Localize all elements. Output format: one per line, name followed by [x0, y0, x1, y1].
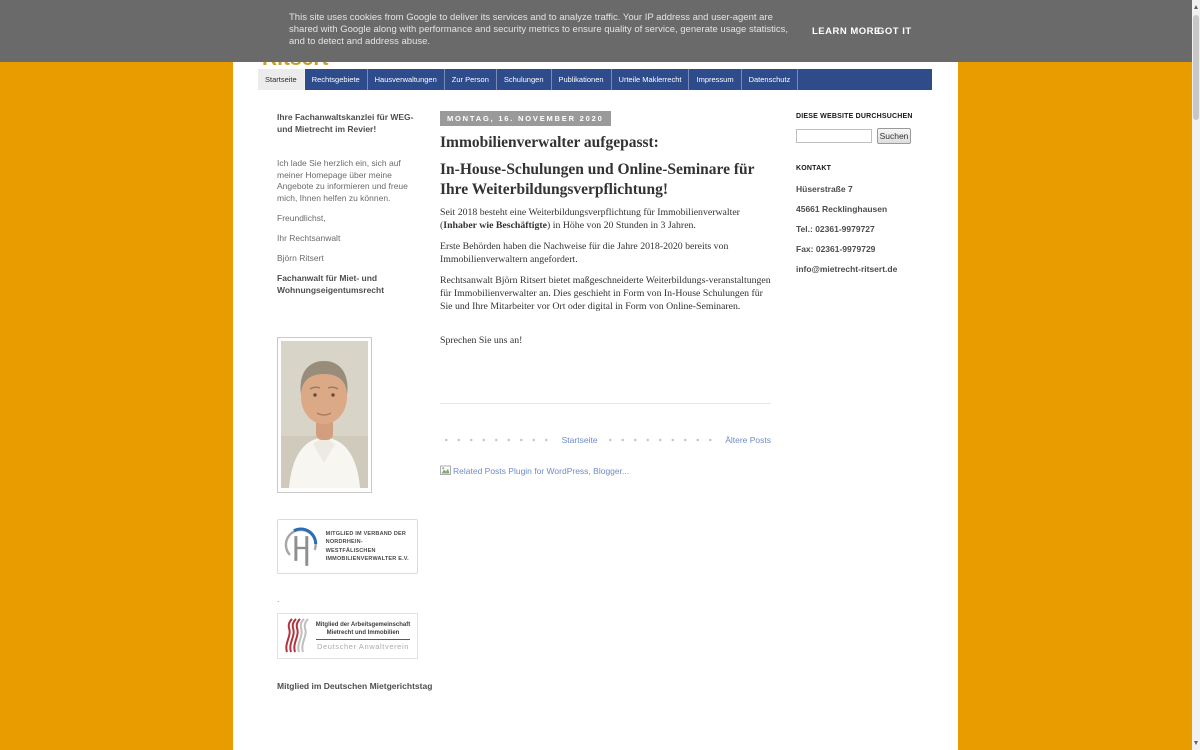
- badge-hvnw-verband: [277, 519, 418, 574]
- search-input[interactable]: [796, 129, 872, 143]
- post-paragraph-1-post: ) in Höhe von 20 Stunden in 3 Jahren.: [547, 219, 696, 231]
- broken-image-icon: [440, 465, 451, 476]
- badge-dav-arbeitsgemeinschaft: [277, 613, 418, 659]
- post-divider: [440, 403, 771, 404]
- badge-hvnw-line3: IMMOBILIENVERWALTER E.V.: [325, 556, 409, 562]
- pager-dots-left: [440, 438, 556, 442]
- sidebar-title-line: Fachanwalt für Miet- und Wohnungseigentumsrecht: [277, 273, 385, 295]
- nav-tab-urteile-maklerrecht[interactable]: Urteile Maklerrecht: [612, 69, 690, 90]
- dav-logo-icon: [283, 618, 309, 654]
- contact-street: Hüserstraße 7: [796, 184, 853, 194]
- contact-city: 45661 Recklinghausen: [796, 204, 888, 214]
- related-posts-link[interactable]: [440, 465, 629, 476]
- sidebar-lawyer-name: Björn Ritsert: [277, 253, 324, 263]
- lawyer-portrait-photo: [277, 337, 372, 493]
- scroll-down-icon[interactable]: [1192, 736, 1200, 750]
- nav-tab-rechtsgebiete[interactable]: Rechtsgebiete: [305, 69, 368, 90]
- post-paragraph-2: Erste Behörden haben die Nachweise für die Jahre 2018-2020 bereits von Immobilienverwaltern angefordert.: [440, 241, 729, 265]
- contact-phone: Tel.: 02361-9979727: [796, 224, 875, 234]
- got-it-button[interactable]: GOT IT: [877, 26, 912, 37]
- sidebar-salutation: Freundlichst,: [277, 213, 326, 223]
- sidebar-intro-text: Ich lade Sie herzlich ein, sich auf meiner Homepage über meine Angebote zu informieren und freue mich, Ihnen helfen zu können.: [277, 158, 408, 204]
- sidebar-membership-note: Mitglied im Deutschen Mietgerichtstag: [277, 681, 433, 691]
- post-title-line2: In-House-Schulungen und Online-Seminare für Ihre Weiterbildungsverpflichtung!: [440, 161, 755, 198]
- pager-older-posts-link[interactable]: Ältere Posts: [725, 434, 772, 445]
- scroll-up-icon[interactable]: [1192, 0, 1200, 14]
- portrait-illustration: [281, 341, 368, 488]
- scrollbar[interactable]: [1192, 0, 1200, 750]
- nav-tab-startseite[interactable]: Startseite: [258, 69, 305, 90]
- nav-tab-hausverwaltungen[interactable]: Hausverwaltungen: [368, 69, 445, 90]
- hvnw-logo-icon: [283, 525, 321, 569]
- badge-hvnw-line1: MITGLIED IM VERBAND DER: [325, 530, 407, 537]
- contact-fax: Fax: 02361-9979729: [796, 244, 876, 254]
- post-paragraph-1-bold: Inhaber wie Beschäftigte: [443, 219, 548, 231]
- pager-home-link[interactable]: Startseite: [561, 434, 598, 445]
- nav-tab-schulungen[interactable]: Schulungen: [497, 69, 552, 90]
- post-date-badge: MONTAG, 16. NOVEMBER 2020: [440, 111, 611, 126]
- cookie-banner: [0, 0, 1192, 62]
- badge-dav-line2: Mietrecht und Immobilien: [326, 630, 400, 636]
- main-nav: [258, 69, 932, 90]
- sidebar-intro-heading: Ihre Fachanwaltskanzlei für WEG- und Mietrecht im Revier!: [277, 112, 414, 134]
- badge-hvnw-line2: NORDRHEIN-WESTFÄLISCHEN: [325, 539, 376, 554]
- badge-dav-divider: [316, 639, 410, 640]
- blog-pager: [440, 433, 771, 446]
- nav-tab-zur-person[interactable]: Zur Person: [445, 69, 497, 90]
- post-title-line1: Immobilienverwalter aufgepasst:: [440, 134, 659, 151]
- post-paragraph-3: Rechtsanwalt Björn Ritsert bietet maßgeschneiderte Weiterbildungs-veranstaltungen für Immobilienverwalter an. Dies geschieht in Form von In-House Schulungen für Sie und Ihre Mitarbeiter vor Ort oder digital in Form von Online-Seminaren.: [440, 275, 771, 312]
- badge-dav-line3: Deutscher Anwaltverein: [317, 642, 409, 651]
- post-paragraph-1-pre: Seit 2018 besteht eine Weiterbildungsverpflichtung für Immobilienverwalter (: [440, 207, 740, 231]
- contact-section-heading: KONTAKT: [796, 165, 832, 172]
- nav-tab-publikationen[interactable]: Publikationen: [552, 69, 612, 90]
- post-paragraph-1: [440, 207, 772, 233]
- search-section-heading: DIESE WEBSITE DURCHSUCHEN: [796, 113, 913, 120]
- search-button[interactable]: Suchen: [877, 128, 911, 144]
- learn-more-button[interactable]: LEARN MORE: [812, 26, 881, 37]
- sidebar-role-line: Ihr Rechtsanwalt: [277, 233, 341, 243]
- nav-tab-datenschutz[interactable]: Datenschutz: [742, 69, 799, 90]
- nav-tab-impressum[interactable]: Impressum: [689, 69, 741, 90]
- pager-dots-middle: [604, 438, 720, 442]
- sidebar-dot: .: [277, 594, 280, 604]
- scrollbar-thumb[interactable]: [1193, 15, 1199, 120]
- contact-email: info@mietrecht-ritsert.de: [796, 264, 898, 274]
- badge-dav-line1: Mitglied der Arbeitsgemeinschaft: [315, 622, 411, 628]
- post-paragraph-4: Sprechen Sie uns an!: [440, 335, 523, 346]
- related-posts-label: Related Posts Plugin for WordPress, Blogger...: [453, 465, 630, 476]
- cookie-banner-text: This site uses cookies from Google to deliver its services and to analyze traffic. Your IP address and user-agent are shared with Google along with performance and security metrics to ensure quality of service, generate usage statistics, and to detect and address abuse.: [289, 12, 789, 47]
